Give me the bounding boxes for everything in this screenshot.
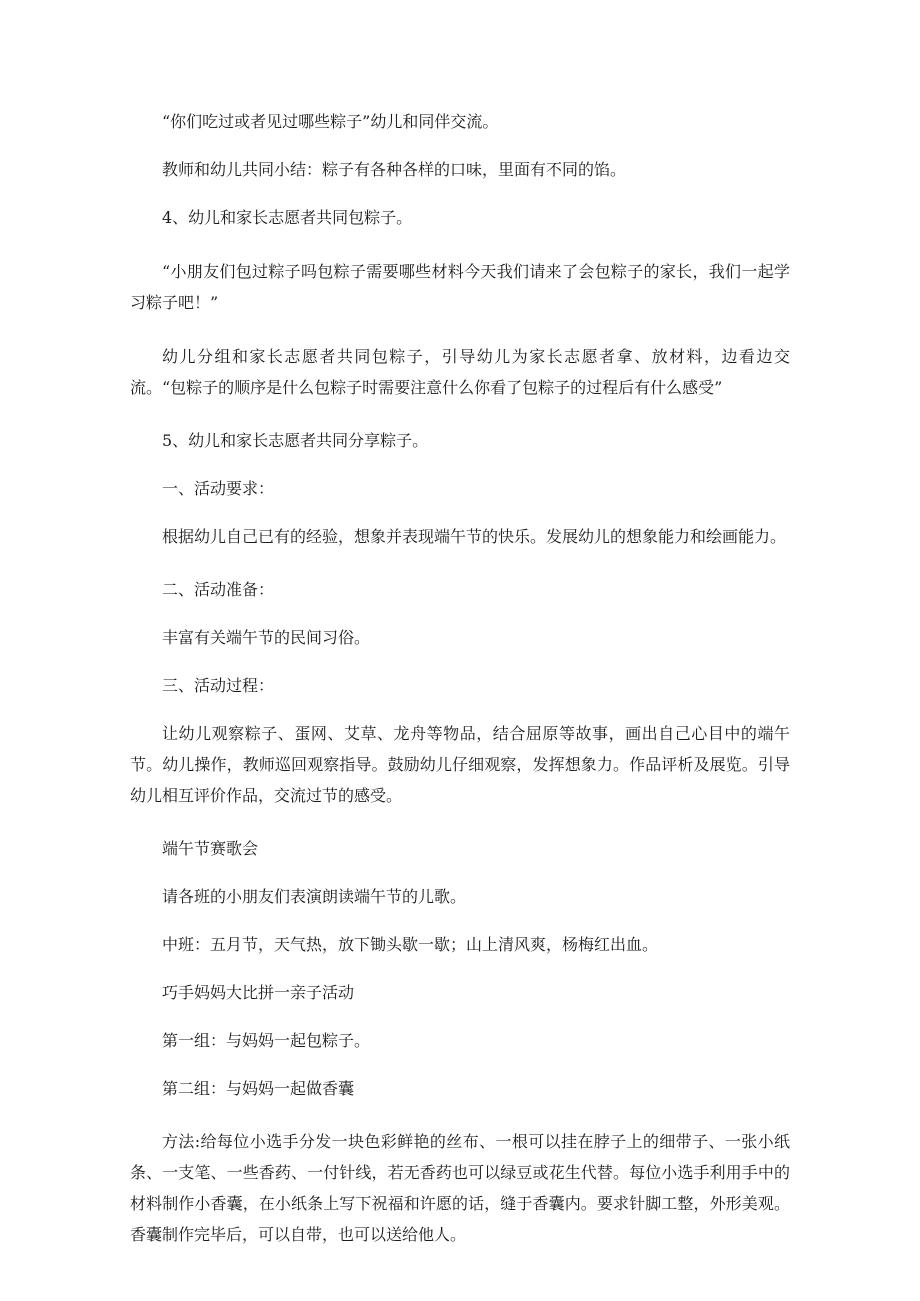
heading-song-contest: 端午节赛歌会 bbox=[162, 839, 259, 858]
paragraph-question-about-zongzi: “你们吃过或者见过哪些粽子”幼儿和同伴交流。 bbox=[162, 112, 499, 131]
paragraph-sachet-method: 方法:给每位小选手分发一块色彩鲜艳的丝布、一根可以挂在脖子上的细带子、一张小纸条、一支笔、一些香药、一付针线，若无香药也可以绿豆或花生代替。每位小选手利用手中的材料制作小香囊，在小纸条上写下祝福和许愿的话，缝于香囊内。要求针脚工整，外形美观。香囊制作完毕后，可以自带，也可以送给他人。 bbox=[130, 1132, 790, 1244]
heading-parent-child-activity: 巧手妈妈大比拼一亲子活动 bbox=[162, 983, 355, 1002]
heading-activity-preparation: 二、活动准备： bbox=[162, 580, 275, 599]
paragraph-teacher-summary: 教师和幼儿共同小结：粽子有各种各样的口味，里面有不同的馅。 bbox=[162, 160, 627, 179]
paragraph-group-two: 第二组：与妈妈一起做香囊 bbox=[162, 1079, 355, 1098]
paragraph-activity-requirements: 根据幼儿自己已有的经验，想象并表现端午节的快乐。发展幼儿的想象能力和绘画能力。 bbox=[162, 527, 787, 546]
paragraph-invite-parents: “小朋友们包过粽子吗包粽子需要哪些材料今天我们请来了会包粽子的家长，我们一起学习粽子吧！” bbox=[130, 262, 790, 312]
paragraph-step-4: 4、幼儿和家长志愿者共同包粽子。 bbox=[162, 208, 413, 227]
heading-activity-requirements: 一、活动要求： bbox=[162, 479, 275, 498]
document-body bbox=[130, 106, 790, 1272]
paragraph-step-5: 5、幼儿和家长志愿者共同分享粽子。 bbox=[162, 431, 429, 450]
paragraph-activity-preparation: 丰富有关端午节的民间习俗。 bbox=[162, 628, 371, 647]
paragraph-group-one: 第一组：与妈妈一起包粽子。 bbox=[162, 1031, 371, 1050]
heading-activity-process: 三、活动过程： bbox=[162, 676, 275, 695]
paragraph-activity-process: 让幼儿观察粽子、蛋网、艾草、龙舟等物品，结合屈原等故事，画出自己心目中的端午节。幼儿操作，教师巡回观察指导。鼓励幼儿仔细观察，发挥想象力。作品评析及展览。引导幼儿相互评价作品，交流过节的感受。 bbox=[130, 724, 790, 805]
paragraph-group-wrapping: 幼儿分组和家长志愿者共同包粽子，引导幼儿为家长志愿者拿、放材料，边看边交流。“包粽子的顺序是什么包粽子时需要注意什么你看了包粽子的过程后有什么感受” bbox=[130, 347, 790, 397]
paragraph-song-invitation: 请各班的小朋友们表演朗读端午节的儿歌。 bbox=[162, 887, 467, 906]
paragraph-middle-class-song: 中班：五月节，天气热，放下锄头歇一歇；山上清风爽，杨梅红出血。 bbox=[162, 935, 659, 954]
